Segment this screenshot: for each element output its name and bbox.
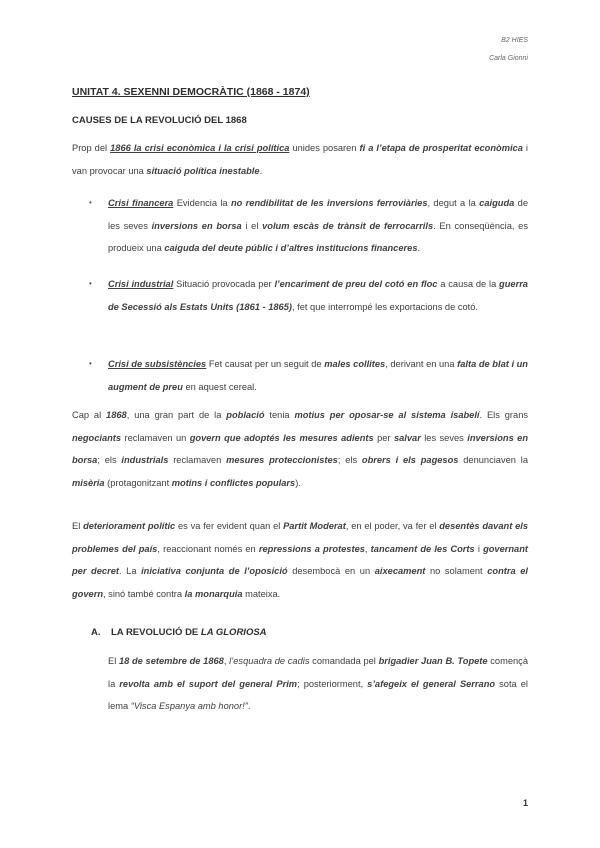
la-gloriosa-paragraph: El 18 de setembre de 1868, l’esquadra de cadis comandada pel brigadier Juan B. Topete començà la revolta amb el suport del general Prim; posteriorment, s’afegeix el general Serrano sota el lema “Visca Espanya amb honor!”. xyxy=(108,656,528,711)
deteriorament-paragraph: El deteriorament polític es va fer evident quan el Partit Moderat, en el poder, va fer el desentès davant els problemes del país, reaccionant només en repressions a protestes, tancament de les Corts i governant per decret. La iniciativa conjunta de l’oposició desembocà en un aixecament no solament contra el govern, sinó també contra la monarquia mateixa. xyxy=(72,521,529,599)
bullet-crisi-industrial: Crisi industrial Situació provocada per l’encariment de preu del cotó en floc a causa de la guerra de Secessió als Estats Units (1861 - 1865), fet que interrompé les exportacions de cotó. xyxy=(108,279,528,312)
header-author: Carla Gionni xyxy=(489,55,528,62)
intro-paragraph: Prop del 1866 la crisi econòmica i la crisi política unides posaren fi a l’etapa de prosperitat econòmica i van provocar una situació política inestable. xyxy=(72,143,528,176)
header-course: B2 HIES xyxy=(501,37,528,44)
bullet-crisi-financera: Crisi financera Evidencia la no rendibilitat de les inversions ferroviàries, degut a la caiguda de les seves inversions en borsa i el volum escàs de trànsit de ferrocarrils. En conseqüència, es produeix una caiguda del deute públic i d’altres institucions financeres. xyxy=(108,198,528,253)
bullet-crisi-subsistencies: Crisi de subsistències Fet causat per un seguit de males collites, derivant en una falta de blat i un augment de preu en aquest cereal. xyxy=(108,359,528,392)
bullet-icon: • xyxy=(89,359,92,368)
section-a-number: A. xyxy=(91,627,101,638)
page-number: 1 xyxy=(522,798,528,808)
bullet-icon: • xyxy=(89,279,92,288)
cap-al-1868-paragraph: Cap al 1868, una gran part de la població tenia motius per oposar-se al sistema isabelí. Els grans negociants reclamaven un govern que adoptés les mesures adients per salvar les seves inversions en borsa; els industrials reclamaven mesures proteccionistes; els obrers i els pagesos denunciaven la misèria (protagonitzant motins i conflictes populars). xyxy=(72,410,529,488)
section-a-heading: A. LA REVOLUCIÓ DE LA GLORIOSA xyxy=(91,627,267,638)
page-title: UNITAT 4. SEXENNI DEMOCRÀTIC (1868 - 1874) xyxy=(72,86,310,98)
bullet-icon: • xyxy=(89,198,92,207)
section-subtitle: CAUSES DE LA REVOLUCIÓ DEL 1868 xyxy=(72,115,247,126)
